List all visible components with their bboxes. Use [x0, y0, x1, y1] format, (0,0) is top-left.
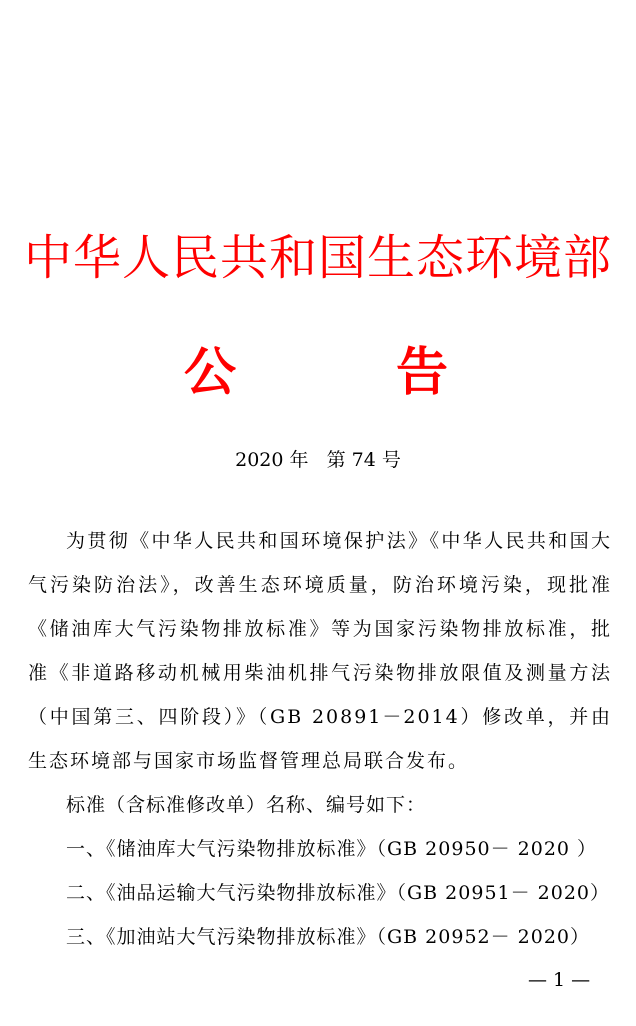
body-paragraph: 为贯彻《中华人民共和国环境保护法》《中华人民共和国大气污染防治法》，改善生态环境质量，防治环境污染，现批准《储油库大气污染物排放标准》等为国家污染物排放标准，批准《非道路移动机械用柴油机排气污染物排放限值及测量方法（中国第三、四阶段）》（GB 20891－2014）修改单，并由生态环境部与国家市场监督管理总局联合发布。 [28, 530, 612, 772]
page-number: — 1 — [528, 969, 591, 991]
standard-item-2: 二、《油品运输大气污染物排放标准》（GB 20951－ 2020） [66, 882, 611, 904]
standard-item-1: 一、《储油库大气污染物排放标准》（GB 20950－ 2020 ） [66, 838, 598, 860]
document-number: 2020 年 第 74 号 [235, 449, 401, 471]
doc-type-char-2: 告 [396, 343, 449, 403]
announcement-body [28, 519, 612, 959]
standards-intro: 标准（含标准修改单）名称、编号如下： [66, 794, 427, 816]
issuing-agency-title: 中华人民共和国生态环境部 [23, 230, 612, 286]
doc-type-char-1: 公 [184, 343, 237, 403]
standard-item-3: 三、《加油站大气污染物排放标准》（GB 20952－ 2020） [66, 926, 591, 948]
